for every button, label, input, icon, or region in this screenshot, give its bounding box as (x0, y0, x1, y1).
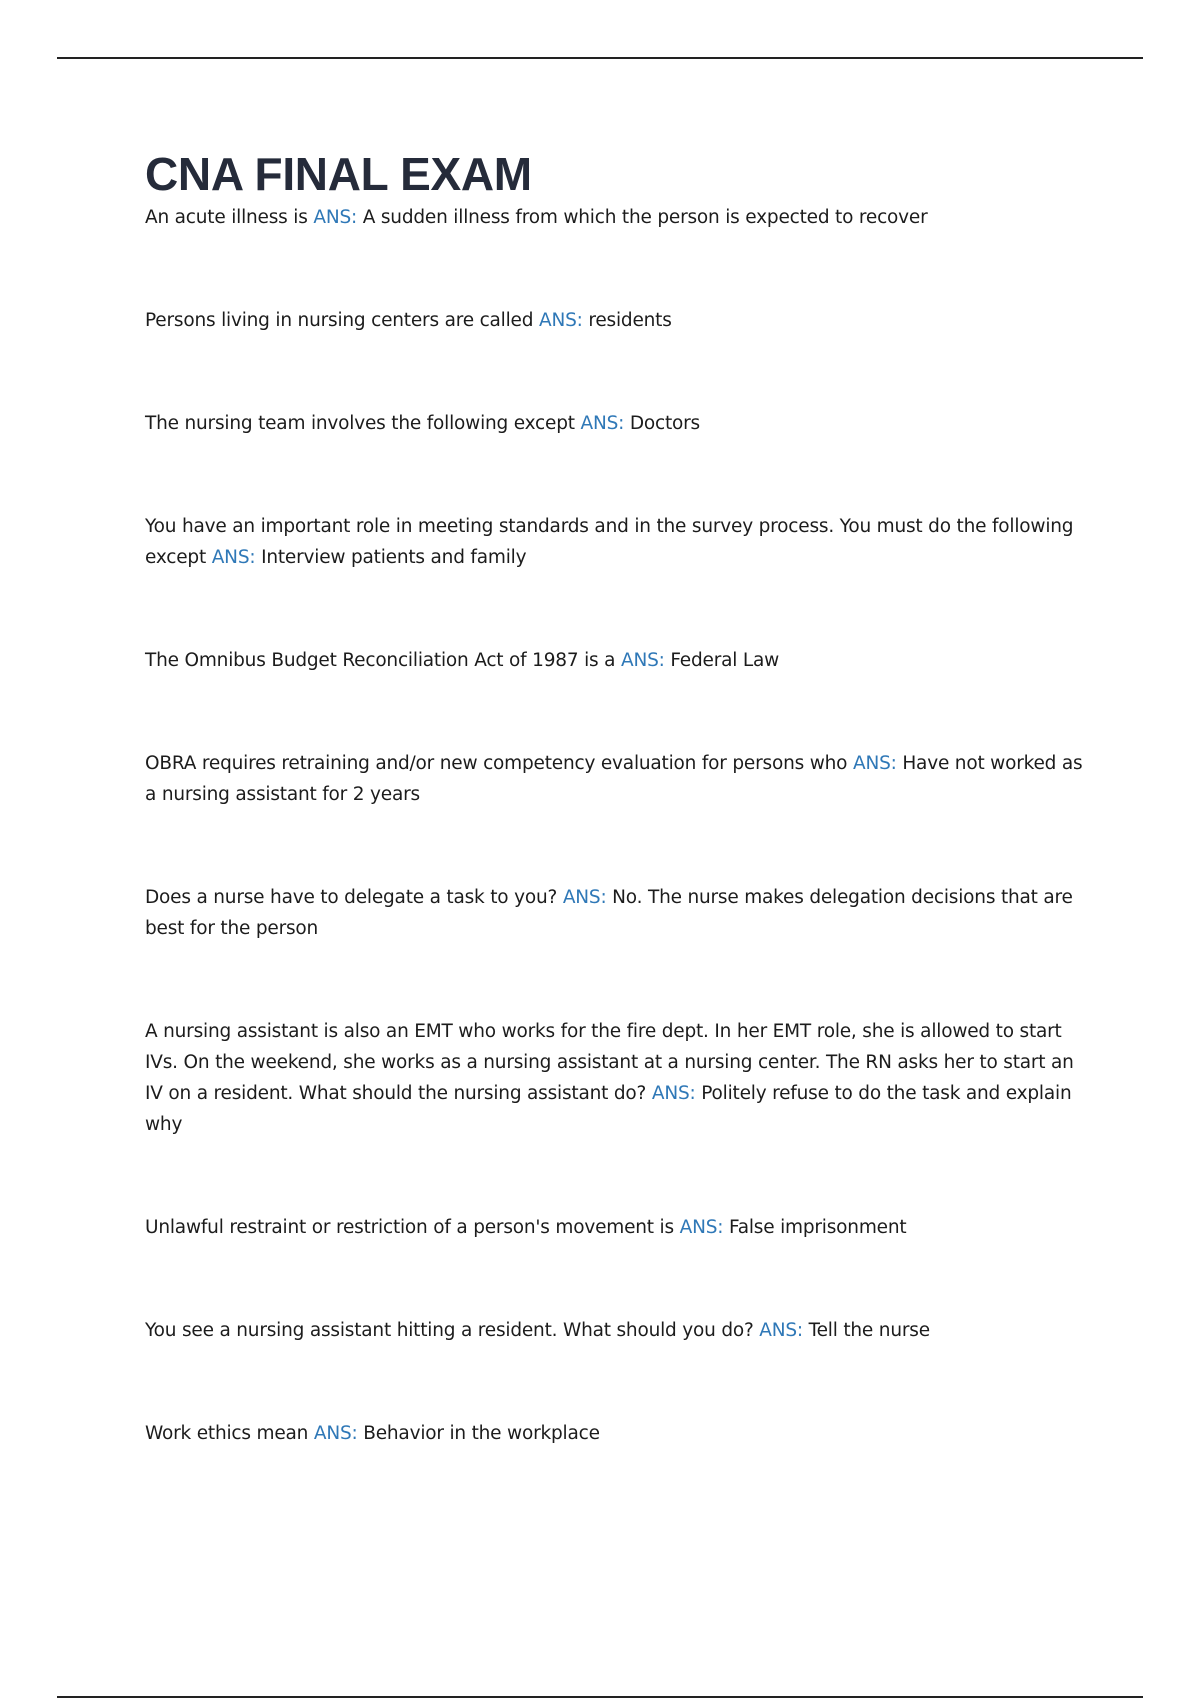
answer-marker: ANS: (313, 207, 358, 228)
question-text: The nursing team involves the following except (145, 413, 575, 434)
document-body (145, 146, 1085, 1449)
top-divider (57, 57, 1143, 59)
qa-item (145, 408, 1085, 439)
question-text: Does a nurse have to delegate a task to you? (145, 887, 558, 908)
answer-marker: ANS: (562, 887, 607, 908)
answer-marker: ANS: (651, 1083, 696, 1104)
qa-item (145, 645, 1085, 676)
answer-marker: ANS: (580, 413, 625, 434)
question-text: OBRA requires retraining and/or new competency evaluation for persons who (145, 753, 848, 774)
qa-item (145, 1315, 1085, 1346)
question-text: You have an important role in meeting standards and in the survey process. You must do the following except (145, 516, 1074, 568)
answer-marker: ANS: (538, 310, 583, 331)
qa-item (145, 882, 1085, 944)
question-text: Persons living in nursing centers are called (145, 310, 534, 331)
answer-text: residents (588, 310, 672, 331)
answer-text: Behavior in the workplace (363, 1423, 600, 1444)
qa-item (145, 748, 1085, 810)
question-text: You see a nursing assistant hitting a resident. What should you do? (145, 1320, 754, 1341)
question-text: The Omnibus Budget Reconciliation Act of 1987 is a (145, 650, 616, 671)
answer-text: Interview patients and family (261, 547, 527, 568)
answer-text: No. The nurse makes delegation decisions that are best for the person (145, 887, 1073, 939)
question-text: Unlawful restraint or restriction of a person's movement is (145, 1217, 674, 1238)
answer-marker: ANS: (211, 547, 256, 568)
qa-item (145, 1212, 1085, 1243)
answer-marker: ANS: (759, 1320, 803, 1341)
answer-text: Doctors (629, 413, 700, 434)
question-text: An acute illness is (145, 207, 308, 228)
answer-marker: ANS: (621, 650, 665, 671)
question-text: Work ethics mean (145, 1423, 309, 1444)
answer-marker: ANS: (852, 753, 897, 774)
answer-marker: ANS: (679, 1217, 724, 1238)
answer-text: False imprisonment (728, 1217, 907, 1238)
answer-text: Have not worked as a nursing assistant for 2 years (145, 753, 1083, 805)
answer-text: Tell the nurse (808, 1320, 930, 1341)
question-text: A nursing assistant is also an EMT who works for the fire dept. In her EMT role, she is allowed to start IVs. On the weekend, she works as a nursing assistant at a nursing center. The RN asks her to start an IV on a resident. What should the nursing assistant do? (145, 1021, 1074, 1104)
answer-text: Politely refuse to do the task and explain why (145, 1083, 1072, 1135)
qa-item (145, 305, 1085, 336)
answer-marker: ANS: (313, 1423, 358, 1444)
qa-item (145, 202, 1085, 233)
qa-item (145, 511, 1085, 573)
document-title: CNA FINAL EXAM (145, 148, 532, 200)
qa-item (145, 1418, 1085, 1449)
qa-item (145, 1016, 1085, 1140)
answer-text: Federal Law (670, 650, 780, 671)
answer-text: A sudden illness from which the person is expected to recover (362, 207, 928, 228)
bottom-divider (57, 1696, 1143, 1698)
